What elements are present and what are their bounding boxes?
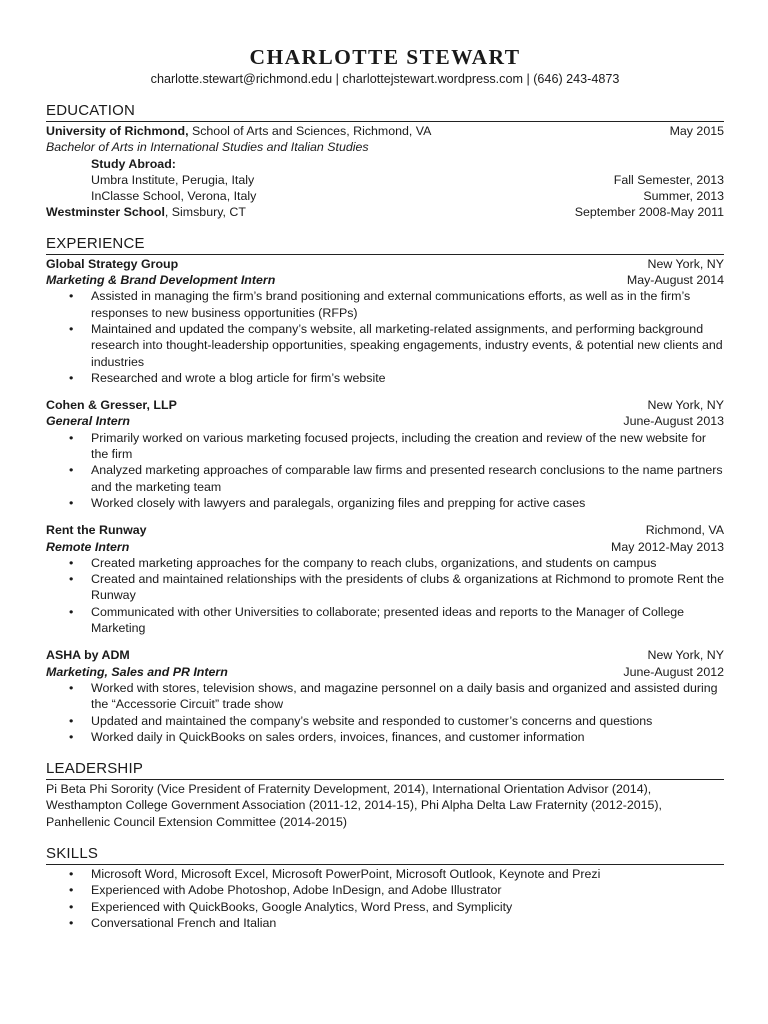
skills-list (46, 866, 724, 931)
university-detail: School of Arts and Sciences, Richmond, VA (188, 124, 432, 138)
job-entry (46, 647, 724, 745)
study-abroad-place: Umbra Institute, Perugia, Italy (91, 172, 255, 187)
resume-name: CHARLOTTE STEWART (249, 45, 521, 69)
job-company: Cohen & Gresser, LLP (46, 398, 177, 413)
skill-item: • Experienced with QuickBooks, Google Analytics, Word Press, and Symplicity (46, 899, 724, 915)
job-company-row (46, 256, 724, 272)
job-bullet: • Updated and maintained the company’s website and responded to customer’s concerns and questions (46, 713, 724, 729)
job-role: General Intern (46, 414, 131, 429)
job-entry (46, 397, 724, 511)
school-row (46, 204, 724, 220)
study-abroad-date: Summer, 2013 (643, 189, 724, 204)
school-date: September 2008-May 2011 (574, 205, 724, 220)
job-company-row (46, 397, 724, 413)
university-row (46, 123, 724, 139)
job-location: New York, NY (647, 648, 724, 663)
job-date: May 2012-May 2013 (611, 539, 724, 554)
leadership-heading: LEADERSHIP (46, 760, 724, 780)
job-bullets (46, 430, 724, 511)
experience-heading: EXPERIENCE (46, 235, 724, 255)
school-detail: , Simsbury, CT (164, 205, 246, 220)
job-location: New York, NY (647, 398, 724, 413)
skill-item: • Microsoft Word, Microsoft Excel, Microsoft PowerPoint, Microsoft Outlook, Keynote and Prezi (46, 866, 724, 882)
job-date: June-August 2012 (623, 664, 724, 679)
school-name: Westminster School (46, 205, 165, 220)
education-section (46, 102, 724, 221)
resume-page (46, 44, 724, 931)
experience-section (46, 235, 724, 745)
study-abroad-date: Fall Semester, 2013 (613, 172, 724, 187)
job-date: June-August 2013 (623, 414, 724, 429)
skills-heading: SKILLS (46, 845, 724, 865)
leadership-line: Westhampton College Government Association (2011-12, 2014-15), Phi Alpha Delta Law Fraternity (2012-2015), (46, 798, 662, 813)
job-location: New York, NY (647, 256, 724, 271)
job-bullets (46, 288, 724, 386)
job-bullets (46, 555, 724, 636)
leadership-line: Panhellenic Council Extension Committee (2014-2015) (46, 814, 347, 829)
job-location: Richmond, VA (645, 523, 724, 538)
job-bullet: • Worked daily in QuickBooks on sales orders, invoices, finances, and customer information (46, 729, 724, 745)
job-bullet: • Worked closely with lawyers and paralegals, organizing files and prepping for active cases (46, 495, 724, 511)
job-role-row (46, 272, 724, 288)
job-role-row (46, 539, 724, 555)
study-abroad-place: InClasse School, Verona, Italy (91, 189, 257, 204)
school-entry (46, 204, 246, 220)
study-abroad-row (46, 172, 724, 188)
job-bullet: • Assisted in managing the firm’s brand positioning and external communications efforts, as well as in the firm’s responses to new business opportunities (RFPs) (46, 288, 724, 321)
leadership-line: Pi Beta Phi Sorority (Vice President of Fraternity Development, 2014), International Orientation Advisor (2014), (46, 782, 652, 797)
skill-item: • Experienced with Adobe Photoshop, Adobe InDesign, and Adobe Illustrator (46, 882, 724, 898)
job-company-row (46, 647, 724, 663)
leadership-section (46, 760, 724, 830)
job-date: May-August 2014 (626, 273, 724, 288)
study-abroad-row (46, 188, 724, 204)
job-entry (46, 522, 724, 636)
job-bullet: • Created marketing approaches for the company to reach clubs, organizations, and students on campus (46, 555, 724, 571)
job-bullet: • Maintained and updated the company’s website, all marketing-related assignments, and performing background research into thought-leadership opportunities, speaking engagements, industry events, & potential new clients and industries (46, 321, 724, 370)
job-bullets (46, 680, 724, 745)
contact-line: charlotte.stewart@richmond.edu | charlottejstewart.wordpress.com | (646) 243-4873 (150, 72, 620, 86)
job-role: Remote Intern (46, 539, 130, 554)
job-company-row (46, 522, 724, 538)
job-company: Rent the Runway (46, 523, 147, 538)
university-name: University of Richmond, (46, 124, 189, 138)
study-abroad-label: Study Abroad: (91, 156, 176, 171)
job-bullet: • Analyzed marketing approaches of comparable law firms and presented research conclusions to the name partners and the marketing team (46, 462, 724, 495)
job-company: ASHA by ADM (46, 648, 130, 663)
university-date: May 2015 (669, 124, 724, 138)
job-entry (46, 256, 724, 386)
job-bullet: • Researched and wrote a blog article for firm’s website (46, 370, 724, 386)
job-role-row (46, 413, 724, 429)
job-bullet: • Created and maintained relationships with the presidents of clubs & organizations at Richmond to promote Rent the Runway (46, 571, 724, 604)
skills-section (46, 845, 724, 931)
job-role: Marketing, Sales and PR Intern (46, 664, 228, 679)
education-heading: EDUCATION (46, 102, 724, 122)
job-company: Global Strategy Group (46, 256, 179, 271)
degree-line: Bachelor of Arts in International Studies and Italian Studies (46, 140, 369, 155)
job-role-row (46, 664, 724, 680)
university-entry (46, 123, 431, 139)
skill-item: • Conversational French and Italian (46, 915, 724, 931)
job-bullet: • Communicated with other Universities to collaborate; presented ideas and reports to the Manager of College Marketing (46, 604, 724, 637)
job-role: Marketing & Brand Development Intern (46, 273, 276, 288)
job-bullet: • Primarily worked on various marketing focused projects, including the creation and review of the new website for the firm (46, 430, 724, 463)
job-bullet: • Worked with stores, television shows, and magazine personnel on a daily basis and organized and assisted during the “Accessorie Circuit” trade show (46, 680, 724, 713)
